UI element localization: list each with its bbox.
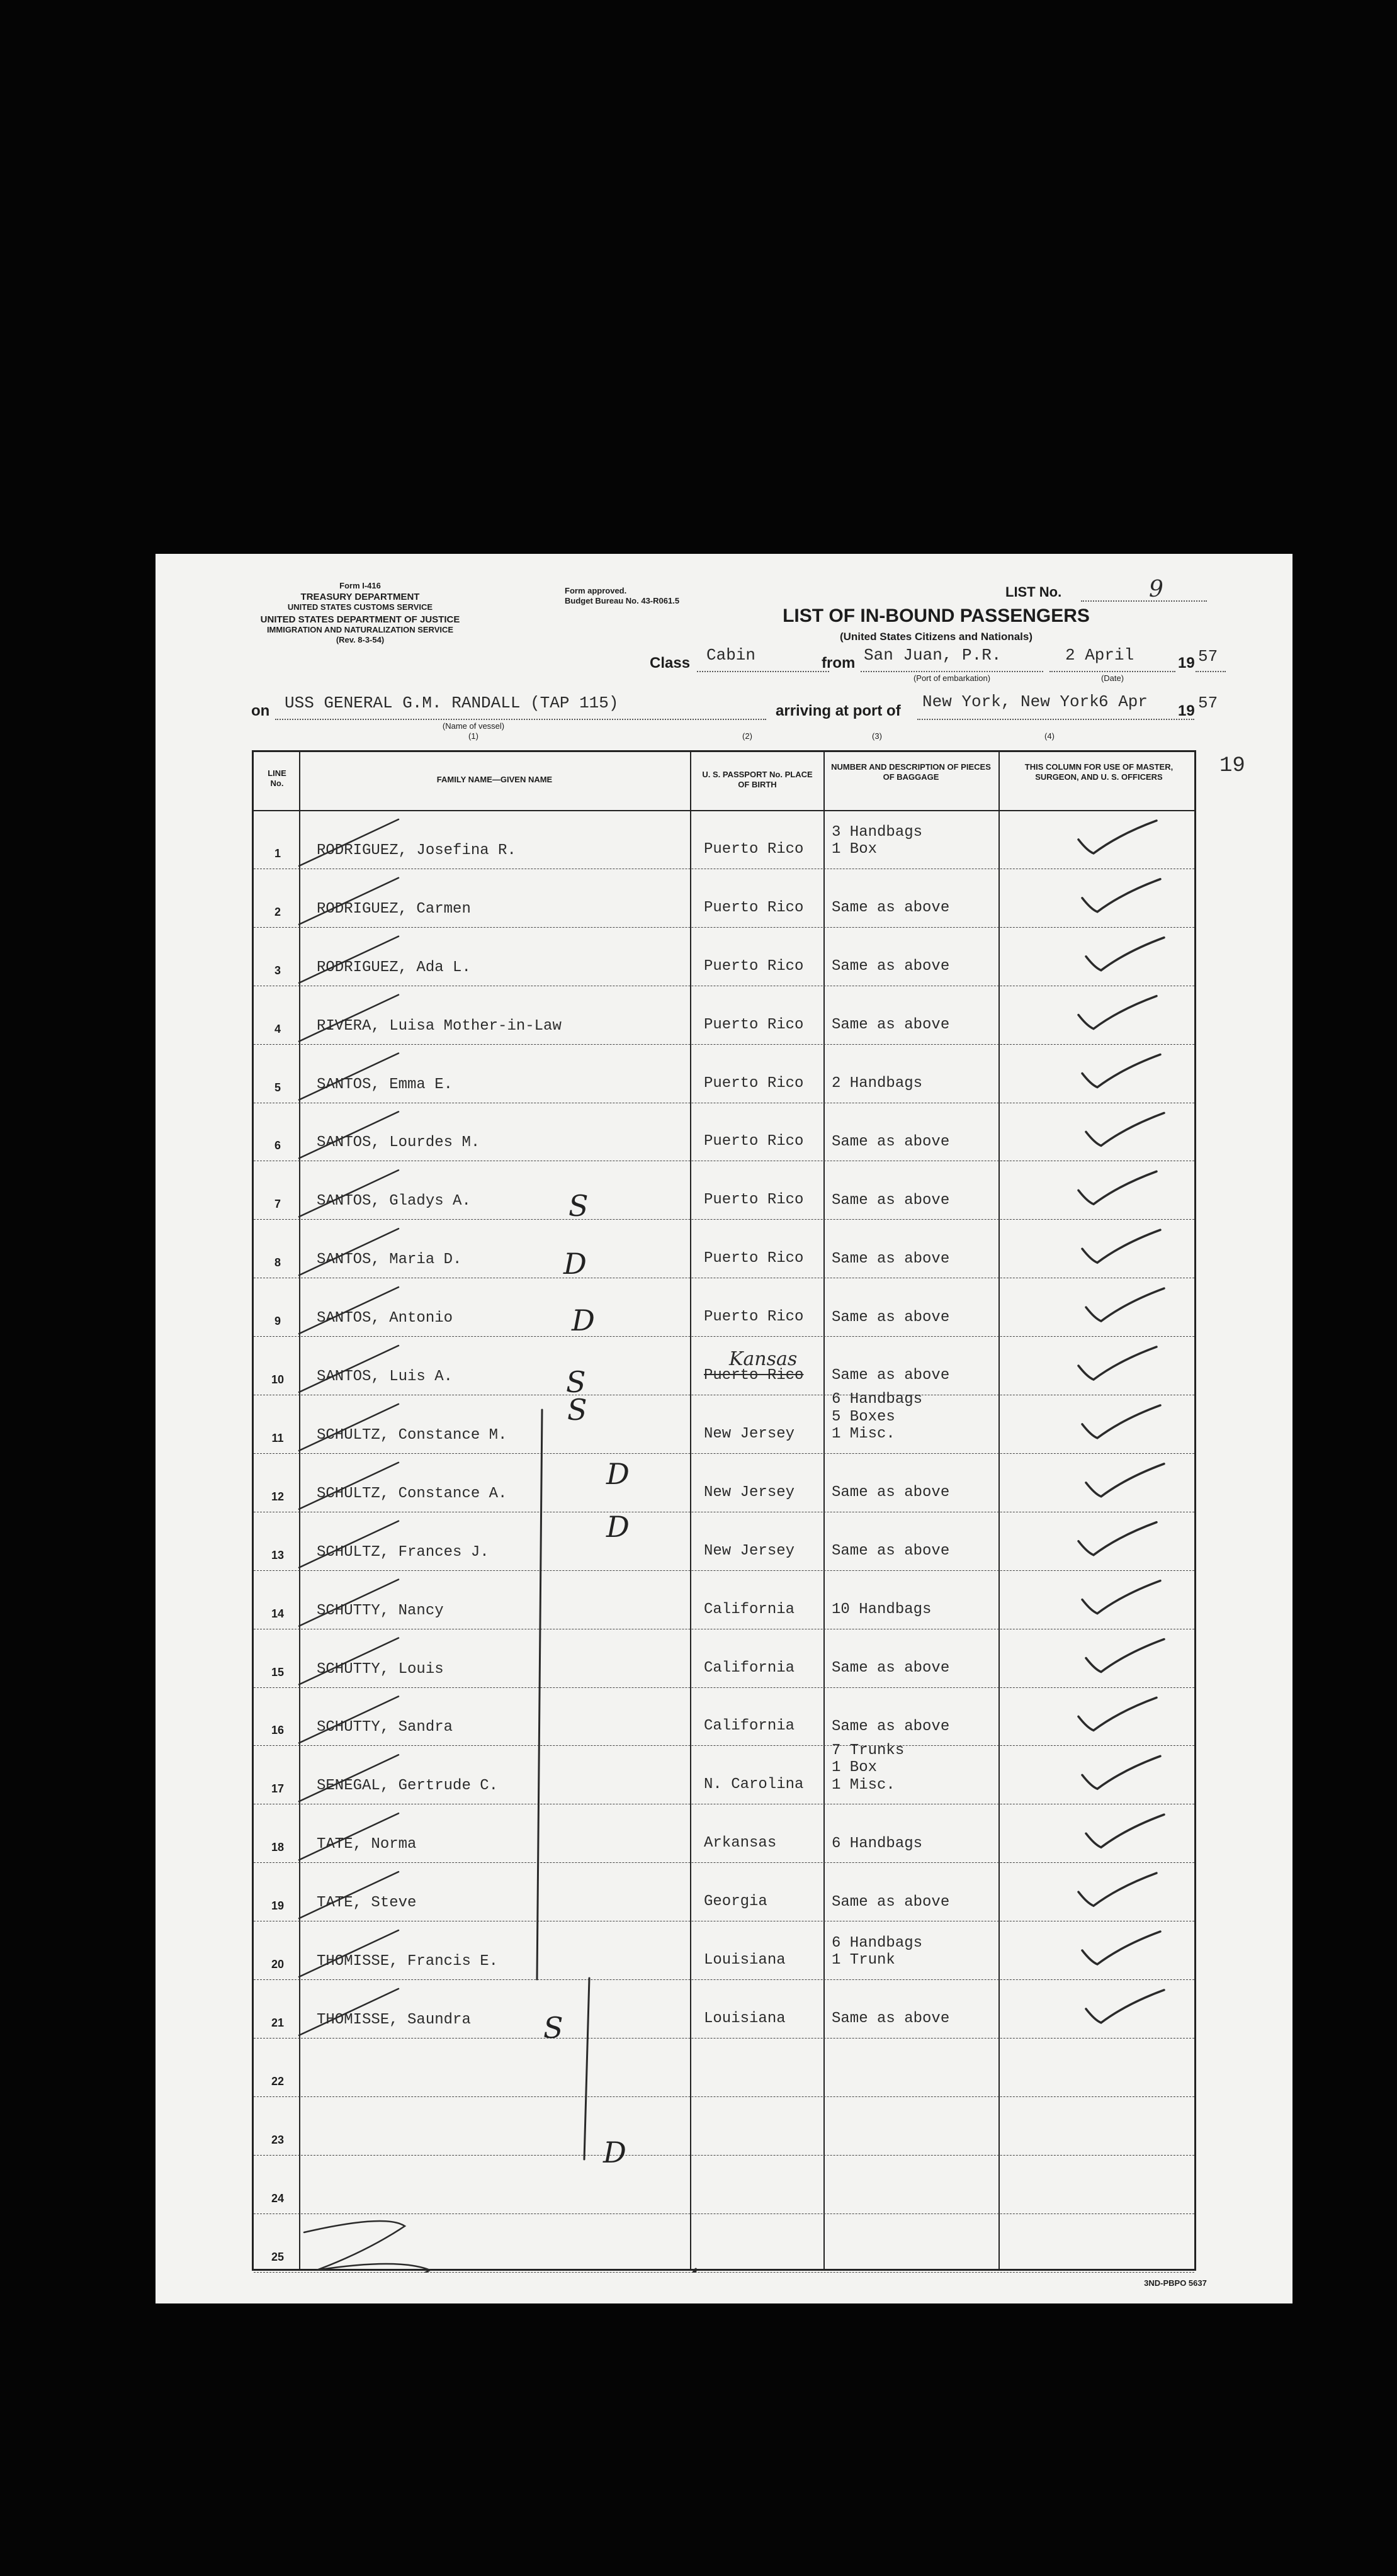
vessel-caption: (Name of vessel) [442, 721, 505, 731]
baggage-description: Same as above [832, 958, 950, 976]
row-rule [254, 1219, 1194, 1220]
form-approved: Form approved. [565, 586, 627, 595]
baggage-description: Same as above [832, 1718, 950, 1735]
baggage-description: Same as above [832, 1191, 950, 1209]
baggage-description: Same as above [832, 2010, 950, 2028]
margin-letter-annotation: S [567, 1393, 587, 1427]
row-number: 10 [271, 1373, 285, 1386]
row-number: 1 [274, 846, 281, 860]
baggage-description: Same as above [832, 899, 950, 917]
check-mark [1082, 1932, 1160, 1964]
baggage-description: Same as above [832, 1016, 950, 1033]
baggage-description: Same as above [832, 1308, 950, 1326]
passenger-name: SCHUTTY, Louis [317, 1660, 444, 1678]
passenger-name: SCHUTTY, Sandra [317, 1719, 453, 1736]
passenger-name: THOMISSE, Saundra [317, 2011, 471, 2028]
row-number: 18 [271, 1841, 285, 1854]
check-mark [1078, 996, 1157, 1029]
ins-service: IMMIGRATION AND NATURALIZATION SERVICE [266, 625, 454, 634]
place-of-birth: Puerto Rico [704, 840, 804, 858]
row-number: 5 [274, 1081, 281, 1094]
place-of-birth: Puerto Rico [704, 1016, 804, 1033]
check-mark [1086, 1288, 1164, 1321]
port-line [917, 719, 1194, 720]
date-value: 2 April [1065, 646, 1134, 665]
passenger-name: SCHULTZ, Constance M. [317, 1426, 507, 1444]
baggage-description: 7 Trunks 1 Box 1 Misc. [832, 1741, 905, 1794]
place-of-birth: Puerto Rico [704, 1367, 804, 1384]
check-mark [1086, 938, 1164, 970]
passenger-list-page [156, 554, 1292, 2303]
arriving-label: arriving at port of [776, 702, 901, 719]
check-mark [1078, 1697, 1157, 1730]
row-rule [254, 2155, 1194, 2156]
header-baggage: NUMBER AND DESCRIPTION OF PIECES OF BAGGAGE [831, 762, 991, 782]
handwritten-annotations [254, 752, 1198, 2273]
header-officers: THIS COLUMN FOR USE OF MASTER, SURGEON, AND U. S. OFFICERS [1024, 762, 1174, 782]
from-value: San Juan, P.R. [864, 646, 1002, 665]
bracket-schultz [584, 1978, 589, 2159]
check-mark [1078, 821, 1157, 853]
passenger-name: RODRIGUEZ, Ada L. [317, 959, 471, 976]
vessel-name: USS GENERAL G.M. RANDALL (TAP 115) [285, 694, 619, 712]
check-mark [1082, 1230, 1160, 1263]
row-number: 12 [271, 1490, 285, 1503]
margin-letter-annotation: D [606, 1510, 630, 1544]
birth-correction-handwritten: Kansas [729, 1348, 798, 1370]
check-mark [1086, 1814, 1164, 1847]
row-rule [254, 2038, 1194, 2039]
place-of-birth: California [704, 1718, 795, 1735]
row-number: 14 [271, 1607, 285, 1620]
row-number: 11 [271, 1431, 284, 1444]
place-of-birth: Puerto Rico [704, 1133, 804, 1150]
baggage-description: 2 Handbags [832, 1074, 923, 1092]
row-number: 24 [271, 2191, 285, 2205]
col-2-number: (2) [742, 731, 752, 741]
divider-baggage-officers [998, 752, 1000, 2269]
place-of-birth: Puerto Rico [704, 1308, 804, 1326]
arrival-date: 6 Apr [1099, 692, 1148, 711]
row-number: 7 [274, 1198, 281, 1211]
check-mark [1086, 1464, 1164, 1497]
header-rule [254, 810, 1194, 811]
cancel-scribble [304, 2221, 455, 2273]
baggage-description: Same as above [832, 1484, 950, 1502]
row-rule [254, 1862, 1194, 1863]
vessel-line [275, 719, 766, 720]
corner-number: 19 [1219, 754, 1245, 778]
row-rule [254, 2096, 1194, 2097]
margin-letter-annotation: D [572, 1303, 595, 1337]
check-mark [1078, 1522, 1157, 1555]
passenger-name: RODRIGUEZ, Josefina R. [317, 841, 516, 859]
date-caption: (Date) [1100, 673, 1124, 683]
form-subtitle: (United States Citizens and Nationals) [839, 631, 1033, 643]
place-of-birth: New Jersey [704, 1542, 795, 1560]
arrival-year: 57 [1198, 694, 1218, 712]
row-number: 8 [274, 1256, 281, 1269]
header-family-name: FAMILY NAME—GIVEN NAME [436, 775, 553, 784]
divider-name-birth [690, 752, 691, 2269]
place-of-birth: Puerto Rico [704, 957, 804, 975]
form-title: LIST OF IN-BOUND PASSENGERS [783, 605, 1090, 626]
baggage-description: Same as above [832, 1250, 950, 1268]
department-of-justice: UNITED STATES DEPARTMENT OF JUSTICE [260, 614, 460, 625]
row-rule [254, 2213, 1194, 2214]
date-year-prefix: 19 [1178, 655, 1195, 672]
row-number: 23 [271, 2133, 285, 2146]
row-rule [254, 1745, 1194, 1746]
col-1-number: (1) [468, 731, 478, 741]
row-number: 17 [271, 1782, 285, 1796]
passenger-name: THOMISSE, Francis E. [317, 1953, 499, 1970]
check-mark [1082, 879, 1160, 912]
row-number: 16 [271, 1724, 285, 1737]
divider-birth-baggage [823, 752, 825, 2269]
arrival-port: New York, New York [922, 692, 1099, 711]
from-line [861, 671, 1043, 672]
check-mark [1082, 1581, 1160, 1614]
place-of-birth: N. Carolina [704, 1776, 804, 1794]
passenger-name: RIVERA, Luisa Mother-in-Law [317, 1017, 562, 1035]
place-of-birth: Georgia [704, 1893, 767, 1911]
place-of-birth: Arkansas [704, 1835, 777, 1852]
baggage-description: 6 Handbags 5 Boxes 1 Misc. [832, 1391, 923, 1443]
budget-bureau: Budget Bureau No. 43-R061.5 [565, 596, 680, 605]
embarkation-caption: (Port of embarkation) [913, 673, 991, 683]
place-of-birth: Louisiana [704, 1952, 786, 1969]
footer-code: 3ND-PBPO 5637 [1144, 2278, 1207, 2288]
baggage-description: 6 Handbags [832, 1835, 923, 1852]
header-passport: U. S. PASSPORT No. PLACE OF BIRTH [702, 770, 813, 790]
margin-letter-annotation: S [568, 1189, 589, 1223]
list-no-line [1081, 600, 1207, 602]
place-of-birth: Puerto Rico [704, 1191, 804, 1209]
passenger-name: SCHULTZ, Frances J. [317, 1543, 489, 1561]
margin-letter-annotation: S [543, 2011, 563, 2045]
row-rule [254, 1044, 1194, 1045]
row-number: 6 [274, 1139, 281, 1152]
check-mark [1082, 1055, 1160, 1088]
bracket-santos [537, 1410, 542, 1979]
list-no-value: 9 [1149, 577, 1163, 602]
baggage-description: Same as above [832, 1893, 950, 1911]
class-label: Class [650, 655, 691, 672]
check-mark [1078, 1171, 1157, 1204]
row-rule [254, 927, 1194, 928]
date-line [1049, 671, 1175, 672]
place-of-birth: New Jersey [704, 1425, 795, 1443]
revision: (Rev. 8-3-54) [336, 635, 385, 644]
row-rule [254, 2272, 1194, 2273]
place-of-birth: New Jersey [704, 1483, 795, 1501]
row-rule [254, 1336, 1194, 1337]
row-number: 15 [271, 1665, 285, 1679]
row-number: 20 [271, 1958, 285, 1971]
col-3-number: (3) [872, 731, 882, 741]
baggage-description: 3 Handbags 1 Box [832, 823, 923, 858]
passenger-name: SANTOS, Emma E. [317, 1076, 453, 1093]
baggage-description: Same as above [832, 1659, 950, 1677]
row-number: 4 [274, 1022, 281, 1035]
check-mark [1078, 1873, 1157, 1906]
date-year-value: 57 [1198, 647, 1218, 666]
row-number: 25 [271, 2250, 285, 2263]
baggage-description: Same as above [832, 1367, 950, 1385]
row-number: 22 [271, 2074, 285, 2088]
margin-letter-annotation: D [606, 1457, 630, 1491]
col-4-number: (4) [1044, 731, 1055, 741]
form-number: Form I-416 [339, 581, 381, 590]
place-of-birth: Louisiana [704, 2010, 786, 2027]
row-number: 2 [274, 905, 281, 918]
year-line [1196, 671, 1226, 672]
baggage-description: 10 Handbags [832, 1601, 932, 1618]
baggage-description: Same as above [832, 1543, 950, 1560]
passenger-name: SENEGAL, Gertrude C. [317, 1777, 499, 1795]
check-mark [1086, 1990, 1164, 2023]
class-value: Cabin [706, 646, 756, 665]
passenger-name: TATE, Steve [317, 1894, 417, 1912]
row-rule [254, 1570, 1194, 1571]
passenger-name: SANTOS, Antonio [317, 1310, 453, 1327]
check-mark [1078, 1347, 1157, 1380]
margin-letter-annotation: S [566, 1365, 586, 1399]
row-rule [254, 1979, 1194, 1980]
header-line-no: LINE No. [268, 768, 286, 789]
baggage-description: 6 Handbags 1 Trunk [832, 1934, 923, 1969]
passenger-name: SANTOS, Luis A. [317, 1368, 453, 1385]
check-mark [1082, 1405, 1160, 1438]
check-mark [1082, 1756, 1160, 1789]
treasury-department: TREASURY DEPARTMENT [300, 592, 420, 602]
divider-line-name [299, 752, 300, 2269]
baggage-description: Same as above [832, 1133, 950, 1150]
passenger-name: RODRIGUEZ, Carmen [317, 900, 471, 918]
passenger-table [252, 750, 1196, 2271]
row-number: 3 [274, 964, 281, 977]
margin-letter-annotation: D [563, 1247, 587, 1281]
margin-letter-annotation: D [603, 2135, 626, 2169]
row-rule [254, 1453, 1194, 1454]
row-number: 13 [271, 1548, 285, 1561]
place-of-birth: Puerto Rico [704, 1074, 804, 1092]
list-no-label: LIST No. [1005, 584, 1062, 600]
class-line [697, 671, 829, 672]
row-number: 19 [271, 1899, 285, 1913]
row-rule [254, 1687, 1194, 1688]
on-label: on [251, 702, 270, 719]
place-of-birth: Puerto Rico [704, 899, 804, 916]
place-of-birth: California [704, 1600, 795, 1618]
customs-service: UNITED STATES CUSTOMS SERVICE [287, 602, 433, 612]
row-number: 21 [271, 2016, 285, 2029]
passenger-name: SANTOS, Maria D. [317, 1251, 462, 1269]
arrival-year-prefix: 19 [1178, 702, 1195, 719]
check-mark [1086, 1113, 1164, 1145]
passenger-name: TATE, Norma [317, 1836, 417, 1853]
passenger-name: SCHULTZ, Constance A. [317, 1485, 507, 1502]
passenger-name: SANTOS, Lourdes M. [317, 1134, 480, 1152]
passenger-name: SANTOS, Gladys A. [317, 1193, 471, 1210]
check-mark [1086, 1640, 1164, 1672]
from-label: from [822, 655, 856, 672]
place-of-birth: California [704, 1659, 795, 1677]
place-of-birth: Puerto Rico [704, 1250, 804, 1268]
row-number: 9 [274, 1315, 281, 1328]
passenger-name: SCHUTTY, Nancy [317, 1602, 444, 1619]
